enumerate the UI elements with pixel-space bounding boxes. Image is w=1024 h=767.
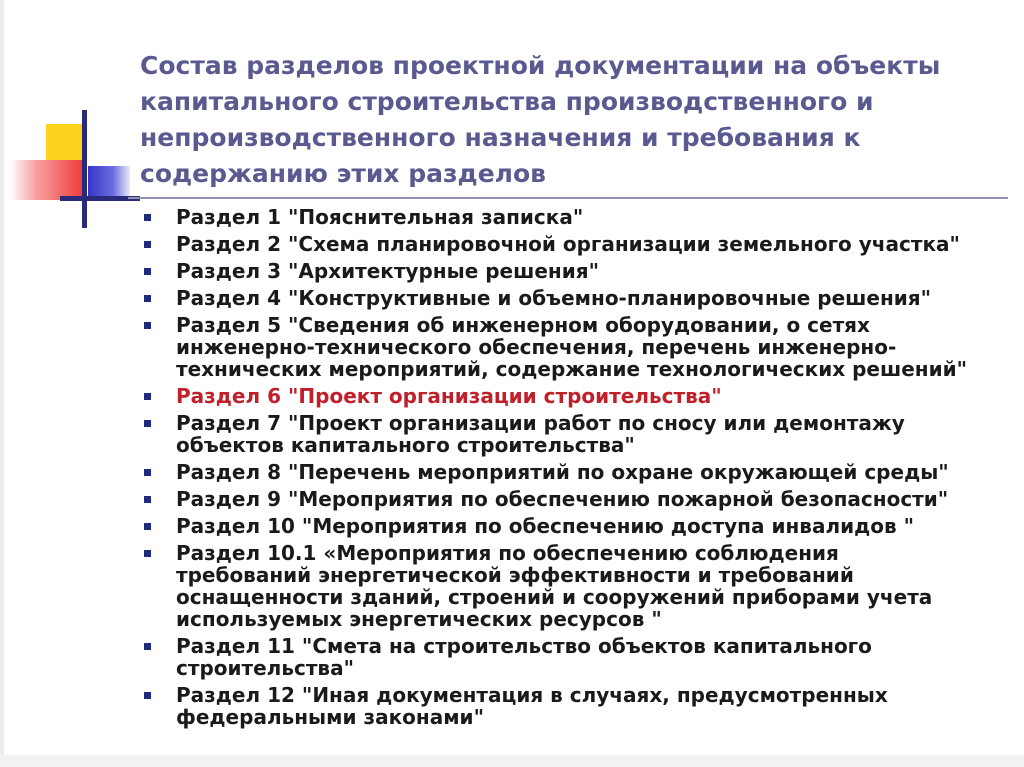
list-item-text: Раздел 1 "Пояснительная записка" [176,205,584,229]
list-item [132,515,1012,537]
list-item-text: Раздел 7 "Проект организации работ по сносу или демонтажу объектов капитального строительства" [176,411,905,457]
list-item [132,684,1012,728]
list-item-text: Раздел 8 "Перечень мероприятий по охране окружающей среды" [176,460,949,484]
slide-bottom-edge [0,755,1024,767]
list-item-text: Раздел 4 "Конструктивные и объемно-планировочные решения" [176,286,932,310]
sections-list [132,206,1012,733]
square-bullet-icon [144,268,151,275]
list-item-text: Раздел 10.1 «Мероприятия по обеспечению соблюдения требований энергетической эффективности и требований оснащенности зданий, строений и сооружений приборами учета используемых энергетических ресурсов " [176,541,933,631]
list-item-text: Раздел 2 "Схема планировочной организации земельного участка" [176,232,960,256]
red-gradient-bar [10,160,84,200]
square-bullet-icon [144,692,151,699]
square-bullet-icon [144,322,151,329]
vertical-accent-line [82,110,87,228]
square-bullet-icon [144,496,151,503]
square-bullet-icon [144,420,151,427]
list-item-text: Раздел 6 "Проект организации строительства" [176,384,722,408]
list-item [132,233,1012,255]
list-item [132,635,1012,679]
list-item-text: Раздел 10 "Мероприятия по обеспечению доступа инвалидов " [176,514,915,538]
list-item [132,412,1012,456]
blue-square [88,166,130,200]
square-bullet-icon [144,393,151,400]
list-item [132,461,1012,483]
list-item-highlighted [132,385,1012,407]
square-bullet-icon [144,241,151,248]
decorative-logo-block [0,0,140,240]
square-bullet-icon [144,523,151,530]
list-item [132,488,1012,510]
square-bullet-icon [144,295,151,302]
list-item [132,260,1012,282]
title-divider [128,197,1008,199]
list-item-text: Раздел 3 "Архитектурные решения" [176,259,599,283]
square-bullet-icon [144,550,151,557]
list-item [132,542,1012,630]
list-item-text: Раздел 12 "Иная документация в случаях, предусмотренных федеральными законами" [176,683,888,729]
list-item [132,206,1012,228]
slide-title: Состав разделов проектной документации на объекты капитального строительства производственного и непроизводственного назначения и требования к содержанию этих разделов [140,51,941,188]
square-bullet-icon [144,214,151,221]
list-item [132,314,1012,380]
list-item-text: Раздел 9 "Мероприятия по обеспечению пожарной безопасности" [176,487,949,511]
list-item [132,287,1012,309]
list-item-text: Раздел 5 "Сведения об инженерном оборудовании, о сетях инженерно-технического обеспечения, перечень инженерно- технических мероприятий, содержание технологических решений" [176,313,968,381]
list-item-text: Раздел 11 "Смета на строительство объектов капитального строительства" [176,634,872,680]
square-bullet-icon [144,643,151,650]
square-bullet-icon [144,469,151,476]
